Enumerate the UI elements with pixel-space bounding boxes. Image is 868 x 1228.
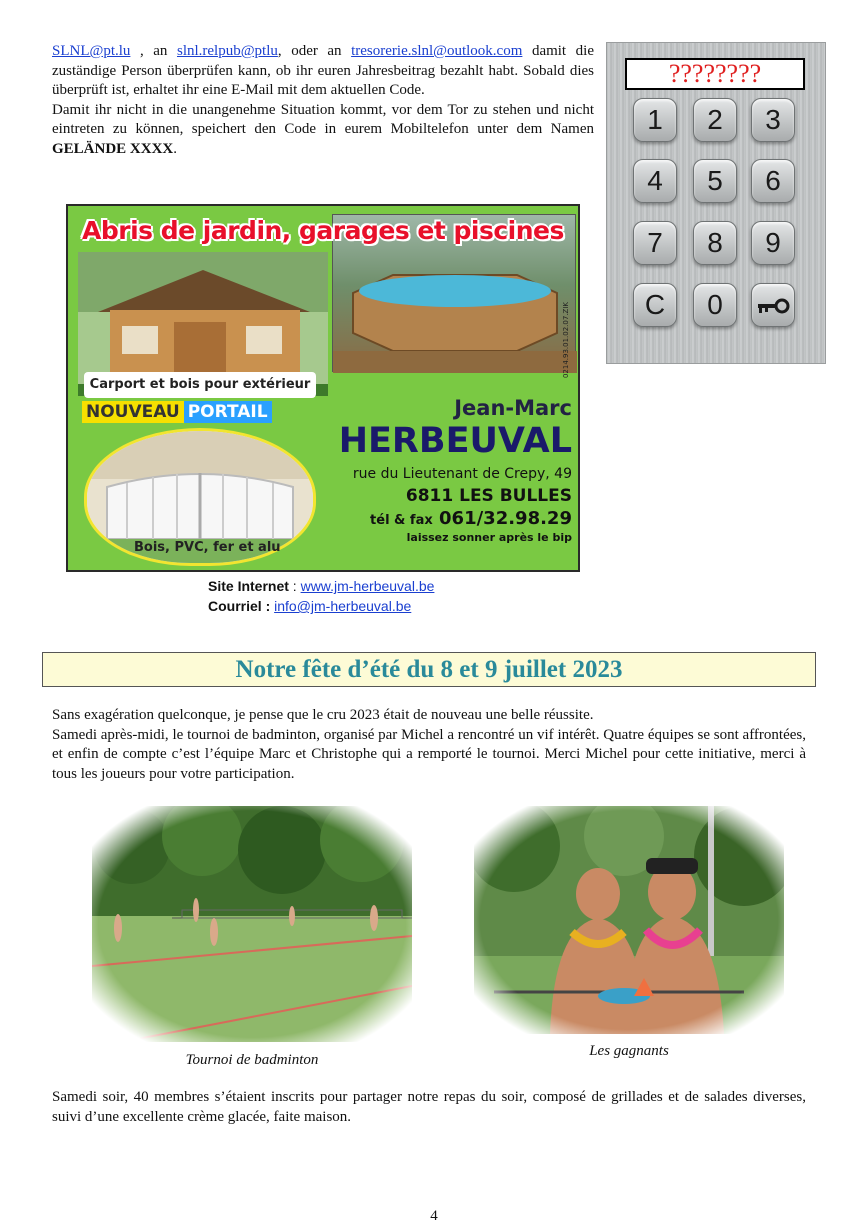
site-line — [208, 576, 434, 596]
ad-city-line — [336, 486, 572, 506]
winners-drawing — [474, 806, 784, 1034]
mail-label: Courriel : — [208, 598, 271, 614]
ad-bip-note: laissez sonner après le bip — [406, 531, 572, 544]
key-icon — [755, 296, 791, 316]
key-7: 7 — [633, 221, 677, 265]
key-symbol — [751, 283, 795, 327]
site-label: Site Internet — [208, 578, 289, 594]
ad-carport-label: Carport et bois pour extérieur — [84, 372, 316, 398]
key-4: 4 — [633, 159, 677, 203]
nouveau-label: NOUVEAU — [82, 401, 184, 423]
ad-nouveau-portail — [82, 402, 272, 422]
ad-reference: 0214.93.01.02.07.ZIK — [562, 302, 570, 379]
summer-party-paragraph — [52, 706, 806, 784]
key-5: 5 — [693, 159, 737, 203]
intro-line-1 — [52, 42, 594, 101]
intro-line-2 — [52, 101, 594, 160]
separator-1: , an — [130, 43, 177, 59]
intro-text-2: Damit ihr nicht in die unangenehme Situation kommt, vor dem Tor zu stehen und nicht eintreten zu können, speichert den Code in eurem Mobiltelefon unter dem Namen — [52, 101, 594, 137]
intro-text-1: damit die zuständige Person überprüfen kann, ob ihr euren Jahresbeitrag bezahlt habt. Sobald dies überprüft ist, erhaltet ihr eine E-Mail mit dem aktuellen Code. — [52, 43, 594, 98]
advertisement-herbeuval — [66, 204, 580, 572]
email-link-tresorerie[interactable]: tresorerie.slnl@outlook.com — [351, 43, 523, 59]
key-2: 2 — [693, 98, 737, 142]
caption-winners: Les gagnants — [589, 1043, 669, 1059]
ad-tel-label: tél & fax — [370, 513, 433, 528]
ad-last-name: HERBEUVAL — [338, 421, 572, 461]
email-link-slnl[interactable]: SLNL@pt.lu — [52, 43, 131, 59]
key-8: 8 — [693, 221, 737, 265]
ad-tel-line — [336, 508, 572, 529]
portail-label: PORTAIL — [184, 401, 272, 423]
mail-link[interactable]: info@jm-herbeuval.be — [274, 598, 412, 614]
keypad-image — [606, 42, 826, 364]
key-0: 0 — [693, 283, 737, 327]
key-c: C — [633, 283, 677, 327]
page-number: 4 — [430, 1208, 438, 1224]
ad-materials: Bois, PVC, fer et alu — [134, 540, 281, 555]
intro-paragraph — [52, 42, 594, 159]
mail-line — [208, 596, 434, 616]
badminton-photo — [92, 806, 412, 1042]
ad-headline: Abris de jardin, garages et piscines — [82, 216, 564, 245]
code-name: GELÄNDE XXXX — [52, 140, 174, 157]
ad-street: rue du Lieutenant de Crepy, 49 — [352, 466, 572, 482]
site-separator: : — [288, 578, 301, 594]
key-1: 1 — [633, 98, 677, 142]
site-link[interactable]: www.jm-herbeuval.be — [300, 578, 435, 594]
intro-text-2-end: . — [173, 140, 178, 157]
section-title: Notre fête d’été du 8 et 9 juillet 2023 — [42, 652, 816, 687]
p1-line-b: Samedi après-midi, le tournoi de badminton, organisé par Michel a rencontré un vif intérêt. Quatre équipes se sont affrontées, et enfin de compte c’est l’équipe Marc et Christophe qui a remporté le tournoi. Merci Michel pour cette initiative, merci à tous les joueurs pour votre participation. — [52, 726, 806, 782]
ad-first-name: Jean-Marc — [454, 396, 572, 420]
ad-contact-block — [336, 396, 572, 544]
key-3: 3 — [751, 98, 795, 142]
key-9: 9 — [751, 221, 795, 265]
separator-2: , oder an — [277, 43, 352, 59]
p1-line-a: Sans exagération quelconque, je pense que le cru 2023 était de nouveau une belle réussite. — [52, 707, 594, 723]
winners-photo — [474, 806, 784, 1034]
email-link-relpub[interactable]: slnl.relpub@ptlu — [176, 43, 278, 59]
ad-links — [208, 576, 434, 616]
ad-postcode: 6811 — [405, 486, 454, 506]
badminton-field-drawing — [92, 806, 412, 1042]
dinner-paragraph: Samedi soir, 40 membres s’étaient inscrits pour partager notre repas du soir, composé de grillades et de salades diverses, suivi d’une excellente crème glacée, faite maison. — [52, 1089, 806, 1125]
keypad-display: ???????? — [625, 58, 805, 90]
ad-city: LES BULLES — [459, 486, 572, 506]
ad-tel: 061/32.98.29 — [439, 508, 572, 529]
key-6: 6 — [751, 159, 795, 203]
caption-badminton: Tournoi de badminton — [185, 1052, 319, 1068]
